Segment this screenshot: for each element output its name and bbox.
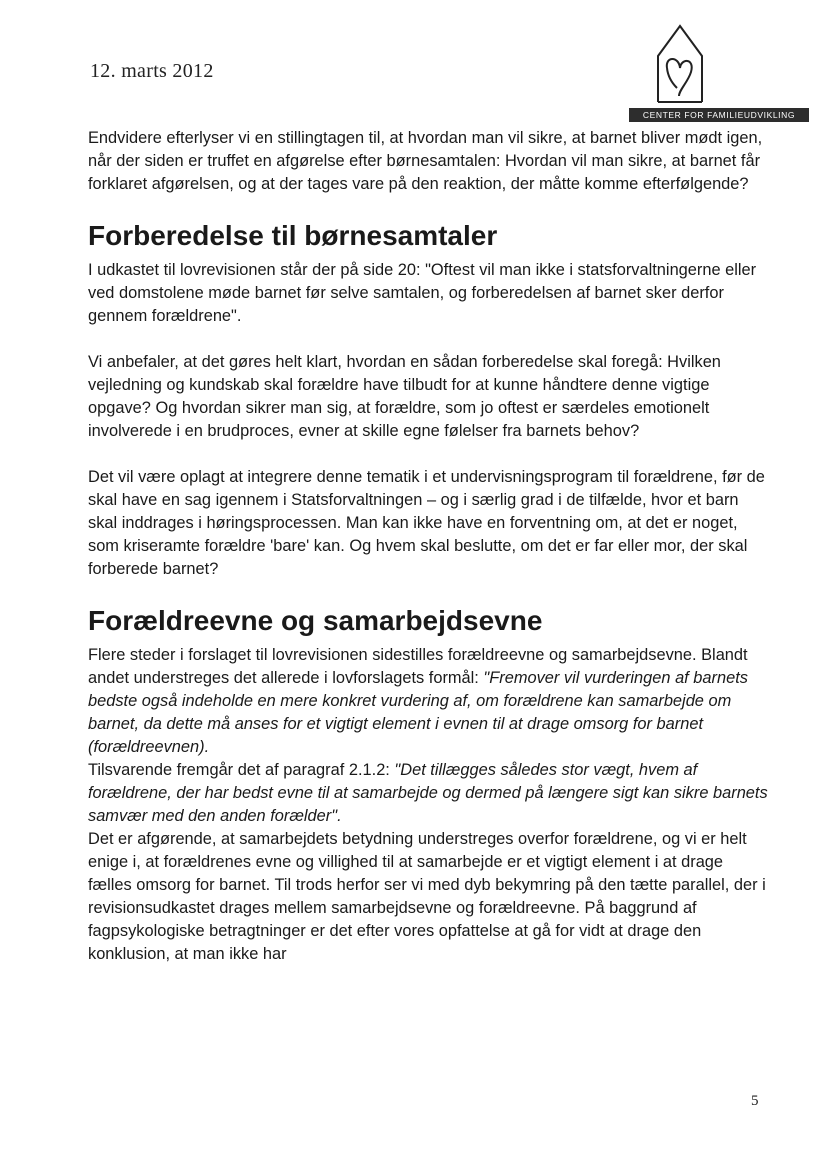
intro-paragraph: Endvidere efterlyser vi en stillingtagen til, at hvordan man vil sikre, at barnet bliver mødt igen, når der siden er truffet en afgørelse efter børnesamtalen: Hvordan vil man sikre, at barnet får forklaret afgørelsen, og at der tages vare på den reaktion, der måtte komme efterfølgende? [88,129,763,193]
parenting-paragraph-1-quote: "Fremover vil vurderingen af barnets bedste også indeholde en mere konkret vurdering af, om forældrene kan samarbejde om barnet, da dette må anses for et vigtigt element i evnen til at drage omsorg for barnet (forældreevnen). [88,669,748,756]
preparation-paragraph-2: Vi anbefaler, at det gøres helt klart, hvordan en sådan forberedelse skal foregå: Hvilken vejledning og kundskab skal forældre have tilbudt for at kunne håndtere denne vigtige opgave? Og hvordan sikrer man sig, at forældre, som jo oftest er særdeles emotionelt involverede i en brudproces, evner at skille egne følelser fra barnets behov? [88,353,721,440]
parenting-paragraph-3: Det er afgørende, at samarbejdets betydning understreges overfor forældrene, og vi er helt enige i, at forældrenes evne og villighed til at samarbejde er et vigtigt element i at drage fælles omsorg for barnet. Til trods herfor ser vi med dyb bekymring på den tætte parallel, der i revisionsudkastet drages mellem samarbejdsevne og forældreevne. På baggrund af fagpsykologiske betragtninger er det efter vores opfattelse at gå for vidt at drage den konklusion, at man ikke har [88,830,766,963]
house-heart-icon [655,24,705,104]
preparation-paragraph-3: Det vil være oplagt at integrere denne tematik i et undervisningsprogram til forældrene, før de skal have en sag igennem i Statsforvaltningen – og i særlig grad i de tilfælde, hvor et barn skal inddrages i høringsprocessen. Man kan ikke have en forventning om, at det er noget, som kriseramte forældre 'bare' kan. Og hvem skal beslutte, om det er far eller mor, der skal forberede barnet? [88,468,765,578]
page-number: 5 [751,1093,759,1109]
section-heading-preparation: Forberedelse til børnesamtaler [88,220,498,251]
parenting-paragraph-2-lead: Tilsvarende fremgår det af paragraf 2.1.2: [88,761,395,779]
organization-logo [629,24,809,124]
document-date: 12. marts 2012 [90,60,214,82]
parenting-paragraph-2 [88,759,768,828]
parenting-paragraph-1 [88,644,768,759]
parenting-paragraph-1-lead: Flere steder i forslaget til lovrevisionen sidestilles forældreevne og samarbejdsevne. Blandt andet understreges det allerede i lovforslagets formål: [88,646,748,687]
document-body [88,127,768,966]
preparation-paragraph-1: I udkastet til lovrevisionen står der på side 20: "Oftest vil man ikke i statsforvaltningerne eller ved domstolene møde barnet før selve samtalen, og forberedelsen af barnet sker derfor gennem forældrene". [88,261,757,325]
logo-wordmark: CENTER FOR FAMILIEUDVIKLING [629,108,809,122]
parenting-paragraph-2-quote: "Det tillægges således stor vægt, hvem af forældrene, der har bedst evne til at samarbejde og dermed på længere sigt kan sikre barnets samvær med den anden forælder". [88,761,768,825]
section-heading-parenting-ability: Forældreevne og samarbejdsevne [88,605,543,636]
